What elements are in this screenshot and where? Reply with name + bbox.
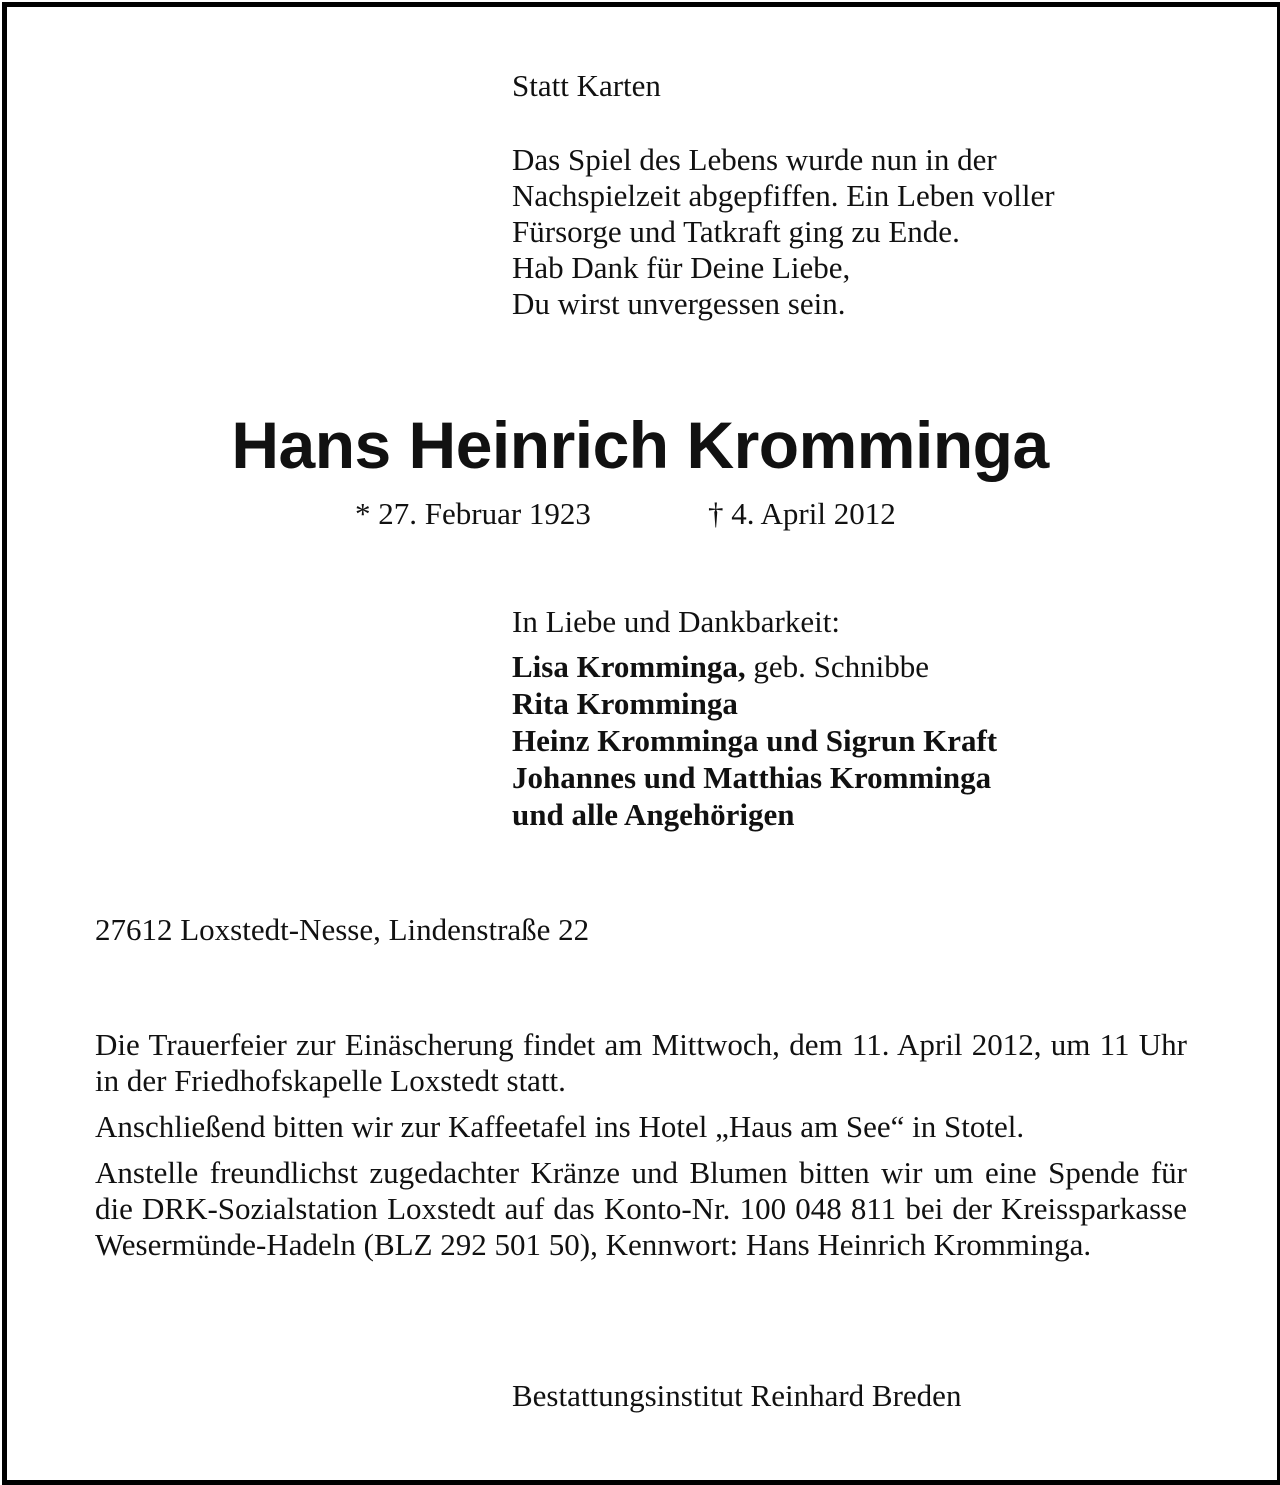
poem-line: Du wirst unvergessen sein. xyxy=(512,286,846,321)
poem-line: Hab Dank für Deine Liebe, xyxy=(512,250,851,285)
mourners-list xyxy=(512,648,997,833)
poem-line: Nachspielzeit abgepfiffen. Ein Leben voller xyxy=(512,178,1055,213)
deceased-name: Hans Heinrich Kromminga xyxy=(231,408,1049,482)
poem xyxy=(512,142,1055,322)
mourner-name: Heinz Kromminga und Sigrun Kraft xyxy=(512,723,998,758)
statt-karten: Statt Karten xyxy=(512,68,661,103)
mourner-name: Lisa Kromminga, xyxy=(512,649,746,684)
mourners-intro: In Liebe und Dankbarkeit: xyxy=(512,604,840,639)
mourner-line xyxy=(512,648,997,685)
mourner-name: Rita Kromminga xyxy=(512,686,738,721)
death-date: † 4. April 2012 xyxy=(708,496,896,531)
poem-line: Das Spiel des Lebens wurde nun in der xyxy=(512,142,997,177)
birth-date: * 27. Februar 1923 xyxy=(355,496,591,531)
coffee-info: Anschließend bitten wir zur Kaffeetafel ins Hotel „Haus am See“ in Stotel. xyxy=(95,1109,1025,1144)
mourner-name: und alle Angehörigen xyxy=(512,797,795,832)
mourner-maiden-name: geb. Schnibbe xyxy=(745,649,930,684)
donation-info: Anstelle freundlichst zugedachter Kränze und Blumen bitten wir um eine Spende für die DRK-Sozialstation Loxstedt auf das Konto-Nr. 100 048 811 bei der Kreissparkasse Wesermünde-Hadeln (BLZ 292 501 50), Kennwort: Hans Heinrich Kromminga. xyxy=(95,1155,1187,1262)
funeral-home: Bestattungsinstitut Reinhard Breden xyxy=(512,1378,962,1413)
mourner-name: Johannes und Matthias Kromminga xyxy=(512,760,992,795)
ceremony-info: Die Trauerfeier zur Einäscherung findet am Mittwoch, dem 11. April 2012, um 11 Uhr in der Friedhofskapelle Loxstedt statt. xyxy=(95,1027,1187,1098)
address: 27612 Loxstedt-Nesse, Lindenstraße 22 xyxy=(95,912,590,947)
poem-line: Fürsorge und Tatkraft ging zu Ende. xyxy=(512,214,960,249)
